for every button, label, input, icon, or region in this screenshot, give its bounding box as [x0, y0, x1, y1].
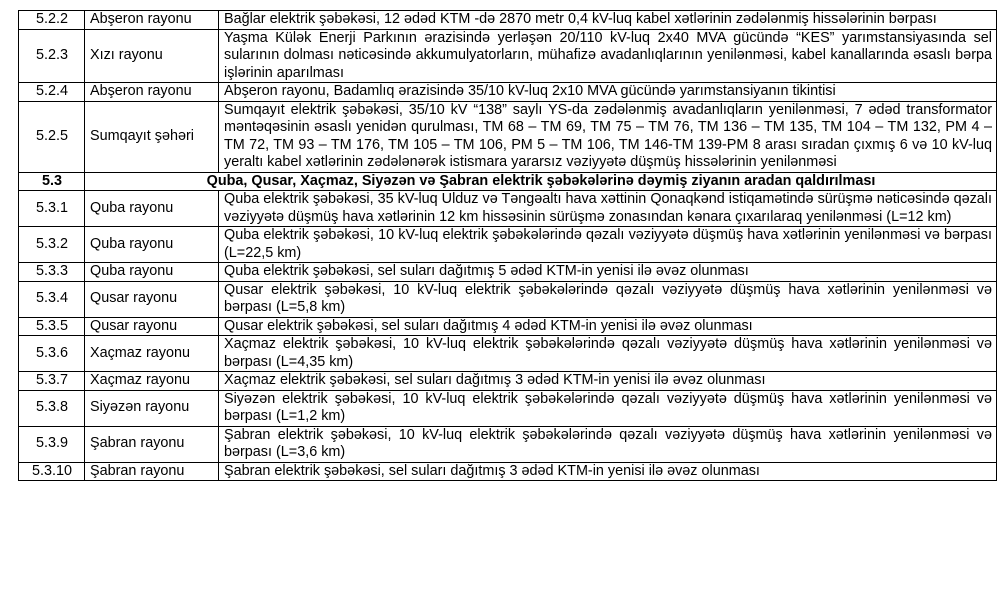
- section-header-row: [19, 172, 997, 191]
- row-description: Abşeron rayonu, Badamlıq ərazisində 35/10 kV-luq 2x10 MVA gücündə yarımstansiyanın tikintisi: [219, 83, 997, 102]
- row-description: Xaçmaz elektrik şəbəkəsi, sel suları dağıtmış 3 ədəd KTM-in yenisi ilə əvəz olunması: [219, 372, 997, 391]
- row-number: 5.2.5: [19, 101, 85, 172]
- row-description: Siyəzən elektrik şəbəkəsi, 10 kV-luq elektrik şəbəkələrində qəzalı vəziyyətə düşmüş hava xətlərinin yenilənməsi və bərpası (L=1,2 km): [219, 390, 997, 426]
- row-region: Şabran rayonu: [85, 426, 219, 462]
- row-description: Quba elektrik şəbəkəsi, 35 kV-luq Ulduz və Təngəaltı hava xəttinin Qonaqkənd istiqamətində sürüşmə nəticəsində qəzalı vəziyyətə düşmüş hava xətlərinin 12 km hissəsinin sürüşmə zonasından kənara çıxarılaraq yenilənməsi (L=12 km): [219, 191, 997, 227]
- table-row: [19, 336, 997, 372]
- table-row: [19, 390, 997, 426]
- row-region: Şabran rayonu: [85, 462, 219, 481]
- row-region: Sumqayıt şəhəri: [85, 101, 219, 172]
- row-number: 5.3.3: [19, 263, 85, 282]
- row-number: 5.3.1: [19, 191, 85, 227]
- row-description: Şabran elektrik şəbəkəsi, 10 kV-luq elektrik şəbəkələrində qəzalı vəziyyətə düşmüş hava xətlərinin yenilənməsi və bərpası (L=3,6 km): [219, 426, 997, 462]
- table-row: [19, 281, 997, 317]
- row-number: 5.2.4: [19, 83, 85, 102]
- row-number: 5.3.2: [19, 227, 85, 263]
- table-row: [19, 83, 997, 102]
- table-row: [19, 372, 997, 391]
- row-number: 5.2.3: [19, 29, 85, 83]
- table-row: [19, 317, 997, 336]
- row-description: Yaşma Külək Enerji Parkının ərazisində yerləşən 20/110 kV-luq 2x40 MVA gücündə “KES” yarımstansiyasında sel sularının dolması nəticəsində akkumulyatorların, mühafizə avadanlıqlarının yenilənməsi, kabel kanallarında əsaslı bərpa işlərinin aparılması: [219, 29, 997, 83]
- row-region: Abşeron rayonu: [85, 83, 219, 102]
- row-region: Quba rayonu: [85, 191, 219, 227]
- measures-table: [18, 10, 997, 481]
- row-description: Xaçmaz elektrik şəbəkəsi, 10 kV-luq elektrik şəbəkələrində qəzalı vəziyyətə düşmüş hava xətlərinin yenilənməsi və bərpası (L=4,35 km): [219, 336, 997, 372]
- row-number: 5.3.6: [19, 336, 85, 372]
- row-region: Abşeron rayonu: [85, 11, 219, 30]
- row-number: 5.2.2: [19, 11, 85, 30]
- row-description: Bağlar elektrik şəbəkəsi, 12 ədəd KTM -də 2870 metr 0,4 kV-luq kabel xətlərinin zədələnmiş hissələrinin bərpası: [219, 11, 997, 30]
- section-number: 5.3: [19, 172, 85, 191]
- row-region: Siyəzən rayonu: [85, 390, 219, 426]
- table-row: [19, 191, 997, 227]
- row-region: Xızı rayonu: [85, 29, 219, 83]
- row-region: Qusar rayonu: [85, 317, 219, 336]
- row-number: 5.3.7: [19, 372, 85, 391]
- row-region: Quba rayonu: [85, 263, 219, 282]
- row-number: 5.3.4: [19, 281, 85, 317]
- row-description: Qusar elektrik şəbəkəsi, 10 kV-luq elektrik şəbəkələrində qəzalı vəziyyətə düşmüş hava xətlərinin yenilənməsi və bərpası (L=5,8 km): [219, 281, 997, 317]
- table-row: [19, 263, 997, 282]
- table-row: [19, 101, 997, 172]
- row-description: Quba elektrik şəbəkəsi, sel suları dağıtmış 5 ədəd KTM-in yenisi ilə əvəz olunması: [219, 263, 997, 282]
- row-region: Qusar rayonu: [85, 281, 219, 317]
- row-region: Xaçmaz rayonu: [85, 336, 219, 372]
- row-description: Quba elektrik şəbəkəsi, 10 kV-luq elektrik şəbəkələrində qəzalı vəziyyətə düşmüş hava xətlərinin yenilənməsi və bərpası (L=22,5 km): [219, 227, 997, 263]
- row-number: 5.3.5: [19, 317, 85, 336]
- table-row: [19, 29, 997, 83]
- row-description: Qusar elektrik şəbəkəsi, sel suları dağıtmış 4 ədəd KTM-in yenisi ilə əvəz olunması: [219, 317, 997, 336]
- table-row: [19, 426, 997, 462]
- section-title: Quba, Qusar, Xaçmaz, Siyəzən və Şabran elektrik şəbəkələrinə dəymiş ziyanın aradan qaldırılması: [85, 172, 997, 191]
- row-description: Sumqayıt elektrik şəbəkəsi, 35/10 kV “138” saylı YS-da zədələnmiş avadanlıqların yenilənməsi, 7 ədəd transformator məntəqəsinin əsaslı yenidən qurulması, TM 68 – TM 69, TM 75 – TM 76, TM 136 – TM 135, TM 104 – TM 132, PM 4 – TM 72, TM 93 – TM 176, TM 105 – TM 106, PM 5 – TM 106, TM 146-TM 139-PM 8 arası sıradan çıxmış 6 və 10 kV-luq yeraltı kabel xətlərinin zədələnərək istismara yararsız vəziyyətə düşmüş hissələrinin yenilənməsi: [219, 101, 997, 172]
- row-region: Xaçmaz rayonu: [85, 372, 219, 391]
- table-row: [19, 462, 997, 481]
- table-row: [19, 227, 997, 263]
- row-number: 5.3.8: [19, 390, 85, 426]
- table-row: [19, 11, 997, 30]
- row-description: Şabran elektrik şəbəkəsi, sel suları dağıtmış 3 ədəd KTM-in yenisi ilə əvəz olunması: [219, 462, 997, 481]
- row-number: 5.3.9: [19, 426, 85, 462]
- row-region: Quba rayonu: [85, 227, 219, 263]
- row-number: 5.3.10: [19, 462, 85, 481]
